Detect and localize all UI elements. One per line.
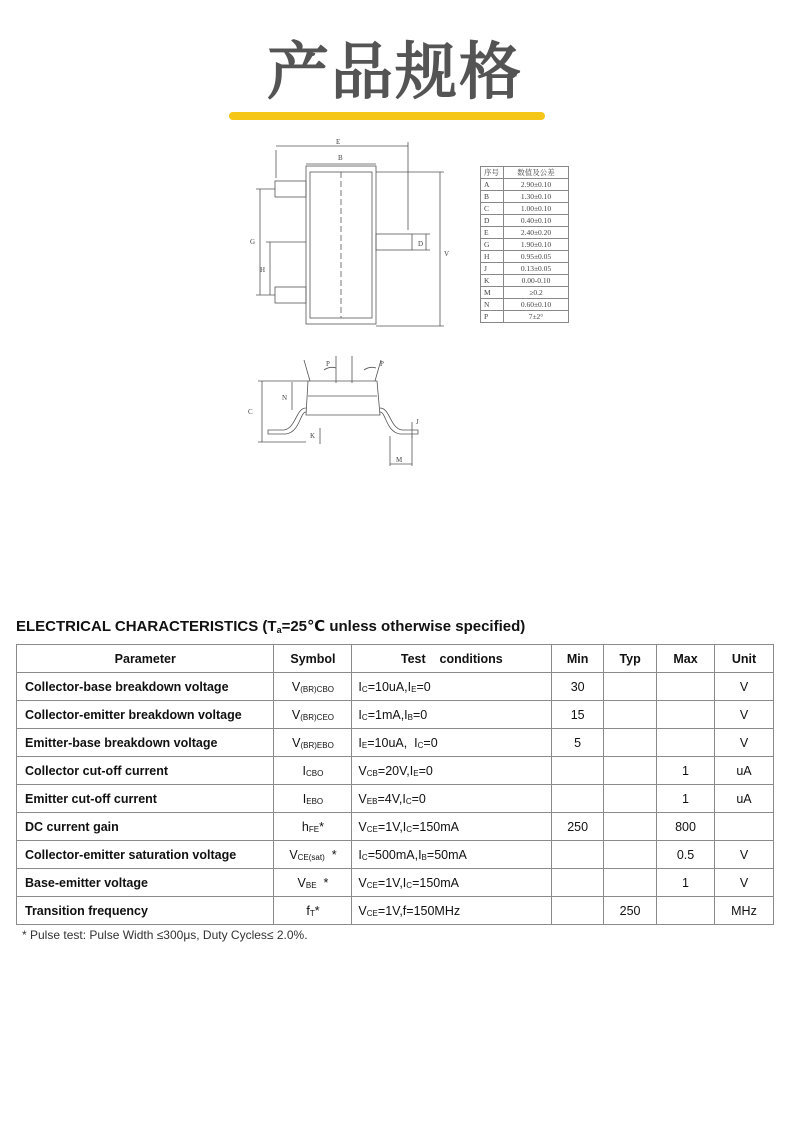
subscript: (BR)CBO — [300, 684, 335, 694]
ec-title-subscript: a — [276, 625, 282, 635]
dimension-code: D — [481, 215, 504, 227]
subscript: BE — [305, 880, 317, 890]
dimension-row — [481, 263, 569, 275]
dimension-code: P — [481, 311, 504, 323]
text-run: h — [301, 819, 309, 834]
unit-cell: V — [715, 841, 774, 869]
dimension-code: C — [481, 203, 504, 215]
subscript: EBO — [306, 796, 324, 806]
text-run: V — [291, 707, 301, 722]
dimension-row — [481, 287, 569, 299]
min-cell — [552, 841, 604, 869]
max-cell — [657, 673, 715, 701]
dimension-row — [481, 227, 569, 239]
dim-label-P-right: P — [380, 360, 384, 368]
test-conditions-cell — [352, 869, 552, 897]
subscript: E — [361, 740, 368, 750]
dimension-row — [481, 251, 569, 263]
page-title: 产品规格 — [266, 35, 523, 108]
dimension-code: E — [481, 227, 504, 239]
symbol-cell — [274, 729, 352, 757]
max-cell — [657, 701, 715, 729]
dimension-row — [481, 311, 569, 323]
parameter-cell: Collector cut-off current — [17, 757, 274, 785]
typ-cell — [604, 785, 657, 813]
typ-cell — [604, 841, 657, 869]
unit-cell: V — [715, 869, 774, 897]
symbol-cell — [274, 757, 352, 785]
text-run: =1mA,I — [367, 707, 408, 722]
dimensions-header-cell: 序号 — [481, 167, 504, 179]
subscript: (BR)EBO — [300, 740, 334, 750]
ec-header-unit: Unit — [715, 645, 774, 673]
test-conditions-cell — [352, 729, 552, 757]
subscript: C — [406, 880, 413, 890]
dimension-value: 0.40±0.10 — [504, 215, 569, 227]
dimension-value: 2.90±0.10 — [504, 179, 569, 191]
text-run: * — [314, 903, 320, 918]
parameter-cell: DC current gain — [17, 813, 274, 841]
text-run: V — [297, 875, 306, 890]
dim-label-E: E — [336, 138, 341, 146]
dimension-row — [481, 215, 569, 227]
text-run: =1V,I — [377, 875, 407, 890]
pulse-test-footnote: * Pulse test: Pulse Width ≤300μs, Duty Cycles≤ 2.0%. — [22, 928, 308, 942]
typ-cell — [604, 729, 657, 757]
dim-label-P-left: P — [326, 360, 330, 368]
min-cell: 15 — [552, 701, 604, 729]
parameter-cell: Collector-base breakdown voltage — [17, 673, 274, 701]
dim-label-C: C — [248, 408, 253, 416]
lead-bottom-left — [275, 287, 306, 303]
text-run: I — [302, 791, 307, 806]
unit-cell: V — [715, 701, 774, 729]
min-cell — [552, 897, 604, 925]
ec-table-row — [17, 729, 774, 757]
dimension-value: ≥0.2 — [504, 287, 569, 299]
subscript: CE(sat) — [297, 852, 325, 862]
symbol-cell — [274, 869, 352, 897]
dimension-code: G — [481, 239, 504, 251]
dimension-value: 0.00-0.10 — [504, 275, 569, 287]
text-run: =1V,I — [377, 819, 407, 834]
subscript: C — [417, 740, 424, 750]
parameter-cell: Collector-emitter breakdown voltage — [17, 701, 274, 729]
test-conditions-cell — [352, 701, 552, 729]
dim-label-D: D — [418, 240, 424, 248]
dimension-row — [481, 203, 569, 215]
subscript: C — [361, 684, 368, 694]
max-cell: 1 — [657, 785, 715, 813]
dimension-value: 1.90±0.10 — [504, 239, 569, 251]
symbol-cell — [274, 785, 352, 813]
dimension-row — [481, 239, 569, 251]
unit-cell: V — [715, 673, 774, 701]
electrical-characteristics-title — [16, 617, 525, 635]
unit-cell: V — [715, 729, 774, 757]
symbol-cell — [274, 897, 352, 925]
ec-table-row — [17, 701, 774, 729]
title-underline — [229, 112, 545, 120]
parameter-cell: Collector-emitter saturation voltage — [17, 841, 274, 869]
max-cell: 1 — [657, 869, 715, 897]
min-cell: 250 — [552, 813, 604, 841]
dimension-value: 1.00±0.10 — [504, 203, 569, 215]
subscript: B — [421, 852, 427, 862]
symbol-cell — [274, 701, 352, 729]
text-run: =0 — [418, 763, 433, 778]
text-run: =500mA,I — [367, 847, 422, 862]
ec-title-prefix: ELECTRICAL CHARACTERISTICS (T — [16, 618, 277, 635]
text-run: * — [319, 819, 324, 834]
subscript: E — [411, 684, 417, 694]
typ-cell — [604, 813, 657, 841]
text-run: f — [306, 903, 310, 918]
text-run: V — [292, 735, 301, 750]
text-run: V — [358, 763, 367, 778]
lead-top-left — [275, 181, 306, 197]
typ-cell — [604, 869, 657, 897]
parameter-cell: Base-emitter voltage — [17, 869, 274, 897]
ec-title-suffix: =25℃ unless otherwise specified) — [281, 618, 526, 635]
parameter-cell: Emitter-base breakdown voltage — [17, 729, 274, 757]
text-run: I — [358, 847, 362, 862]
dimension-value: 1.30±0.10 — [504, 191, 569, 203]
text-run: =0 — [411, 791, 426, 806]
text-run: =20V,I — [377, 763, 414, 778]
dimension-code: B — [481, 191, 504, 203]
package-outline-diagram — [240, 138, 470, 478]
parameter-cell: Transition frequency — [17, 897, 274, 925]
dimensions-header-cell: 数值及公差 — [504, 167, 569, 179]
unit-cell: MHz — [715, 897, 774, 925]
ec-table-row — [17, 897, 774, 925]
text-run: V — [291, 679, 301, 694]
text-run: V — [289, 847, 298, 862]
test-conditions-cell — [352, 841, 552, 869]
subscript: CBO — [306, 768, 324, 778]
dimension-value: 0.60±0.10 — [504, 299, 569, 311]
ec-header-parameter: Parameter — [17, 645, 274, 673]
min-cell — [552, 869, 604, 897]
text-run: =0 — [416, 679, 431, 694]
symbol-cell — [274, 841, 352, 869]
dimension-value: 0.95±0.05 — [504, 251, 569, 263]
text-run: V — [358, 903, 367, 918]
text-run: V — [358, 819, 367, 834]
dimension-row — [481, 179, 569, 191]
symbol-cell — [274, 813, 352, 841]
text-run: =10uA,I — [367, 679, 412, 694]
dim-label-V: V — [444, 250, 450, 258]
subscript: EB — [366, 796, 378, 806]
dimension-value: 2.40±0.20 — [504, 227, 569, 239]
test-conditions-cell — [352, 897, 552, 925]
text-run: I — [302, 763, 307, 778]
text-run: V — [358, 791, 367, 806]
dimension-row — [481, 299, 569, 311]
lead-side-left — [268, 408, 306, 434]
text-run: =50mA — [426, 847, 467, 862]
subscript: CE — [366, 880, 378, 890]
text-run: =10uA, I — [367, 735, 418, 750]
typ-cell — [604, 673, 657, 701]
ec-table-header-row — [17, 645, 774, 673]
ec-header-symbol: Symbol — [274, 645, 352, 673]
package-body-side-view — [306, 381, 380, 415]
dim-label-N: N — [282, 394, 288, 402]
subscript: C — [361, 712, 368, 722]
subscript: B — [407, 712, 413, 722]
ec-table-row — [17, 757, 774, 785]
dim-label-K: K — [310, 432, 316, 440]
ec-header-typ: Typ — [604, 645, 657, 673]
dimensions-table — [480, 166, 569, 323]
text-run: =1V,f=150MHz — [377, 903, 461, 918]
test-conditions-cell — [352, 813, 552, 841]
symbol-cell — [274, 673, 352, 701]
subscript: T — [309, 908, 315, 918]
max-cell: 1 — [657, 757, 715, 785]
text-run: =150mA — [412, 875, 459, 890]
unit-cell: uA — [715, 757, 774, 785]
min-cell: 5 — [552, 729, 604, 757]
subscript: (BR)CEO — [300, 712, 335, 722]
subscript: E — [413, 768, 419, 778]
test-conditions-cell — [352, 757, 552, 785]
dim-label-B: B — [338, 154, 343, 162]
subscript: FE — [308, 824, 320, 834]
min-cell: 30 — [552, 673, 604, 701]
dim-label-J: J — [416, 418, 419, 426]
test-conditions-cell — [352, 673, 552, 701]
text-run: I — [358, 735, 362, 750]
typ-cell — [604, 757, 657, 785]
ec-table-row — [17, 785, 774, 813]
text-run: =4V,I — [377, 791, 406, 806]
subscript: CB — [366, 768, 378, 778]
text-run: I — [358, 707, 362, 722]
ec-header-test-conditions: Test conditions — [352, 645, 552, 673]
lead-right — [376, 234, 412, 250]
max-cell: 0.5 — [657, 841, 715, 869]
max-cell: 800 — [657, 813, 715, 841]
dimension-code: H — [481, 251, 504, 263]
test-conditions-cell — [352, 785, 552, 813]
ec-header-max: Max — [657, 645, 715, 673]
dimension-row — [481, 275, 569, 287]
text-run: I — [358, 679, 362, 694]
unit-cell — [715, 813, 774, 841]
electrical-characteristics-table — [16, 644, 774, 925]
subscript: C — [405, 796, 412, 806]
text-run: =150mA — [412, 819, 459, 834]
ec-table-row — [17, 841, 774, 869]
dim-label-H: H — [260, 266, 266, 274]
dimension-code: N — [481, 299, 504, 311]
ec-table-row — [17, 813, 774, 841]
text-run: =0 — [412, 707, 428, 722]
max-cell — [657, 897, 715, 925]
min-cell — [552, 757, 604, 785]
unit-cell: uA — [715, 785, 774, 813]
dimension-code: J — [481, 263, 504, 275]
text-run: * — [316, 875, 329, 890]
ec-table-row — [17, 869, 774, 897]
dimension-code: A — [481, 179, 504, 191]
dimension-code: M — [481, 287, 504, 299]
parameter-cell: Emitter cut-off current — [17, 785, 274, 813]
subscript: C — [406, 824, 413, 834]
dim-label-G: G — [250, 238, 256, 246]
dim-label-M: M — [396, 456, 403, 464]
subscript: CE — [366, 908, 378, 918]
min-cell — [552, 785, 604, 813]
dimension-code: K — [481, 275, 504, 287]
dimensions-table-header — [481, 167, 569, 179]
text-run: =0 — [423, 735, 438, 750]
typ-cell — [604, 701, 657, 729]
ec-table-row — [17, 673, 774, 701]
dimension-value: 7±2° — [504, 311, 569, 323]
subscript: CE — [366, 824, 378, 834]
text-run: V — [358, 875, 367, 890]
typ-cell: 250 — [604, 897, 657, 925]
text-run: * — [324, 847, 337, 862]
dimension-value: 0.13±0.05 — [504, 263, 569, 275]
subscript: C — [361, 852, 368, 862]
ec-header-min: Min — [552, 645, 604, 673]
dimension-row — [481, 191, 569, 203]
max-cell — [657, 729, 715, 757]
